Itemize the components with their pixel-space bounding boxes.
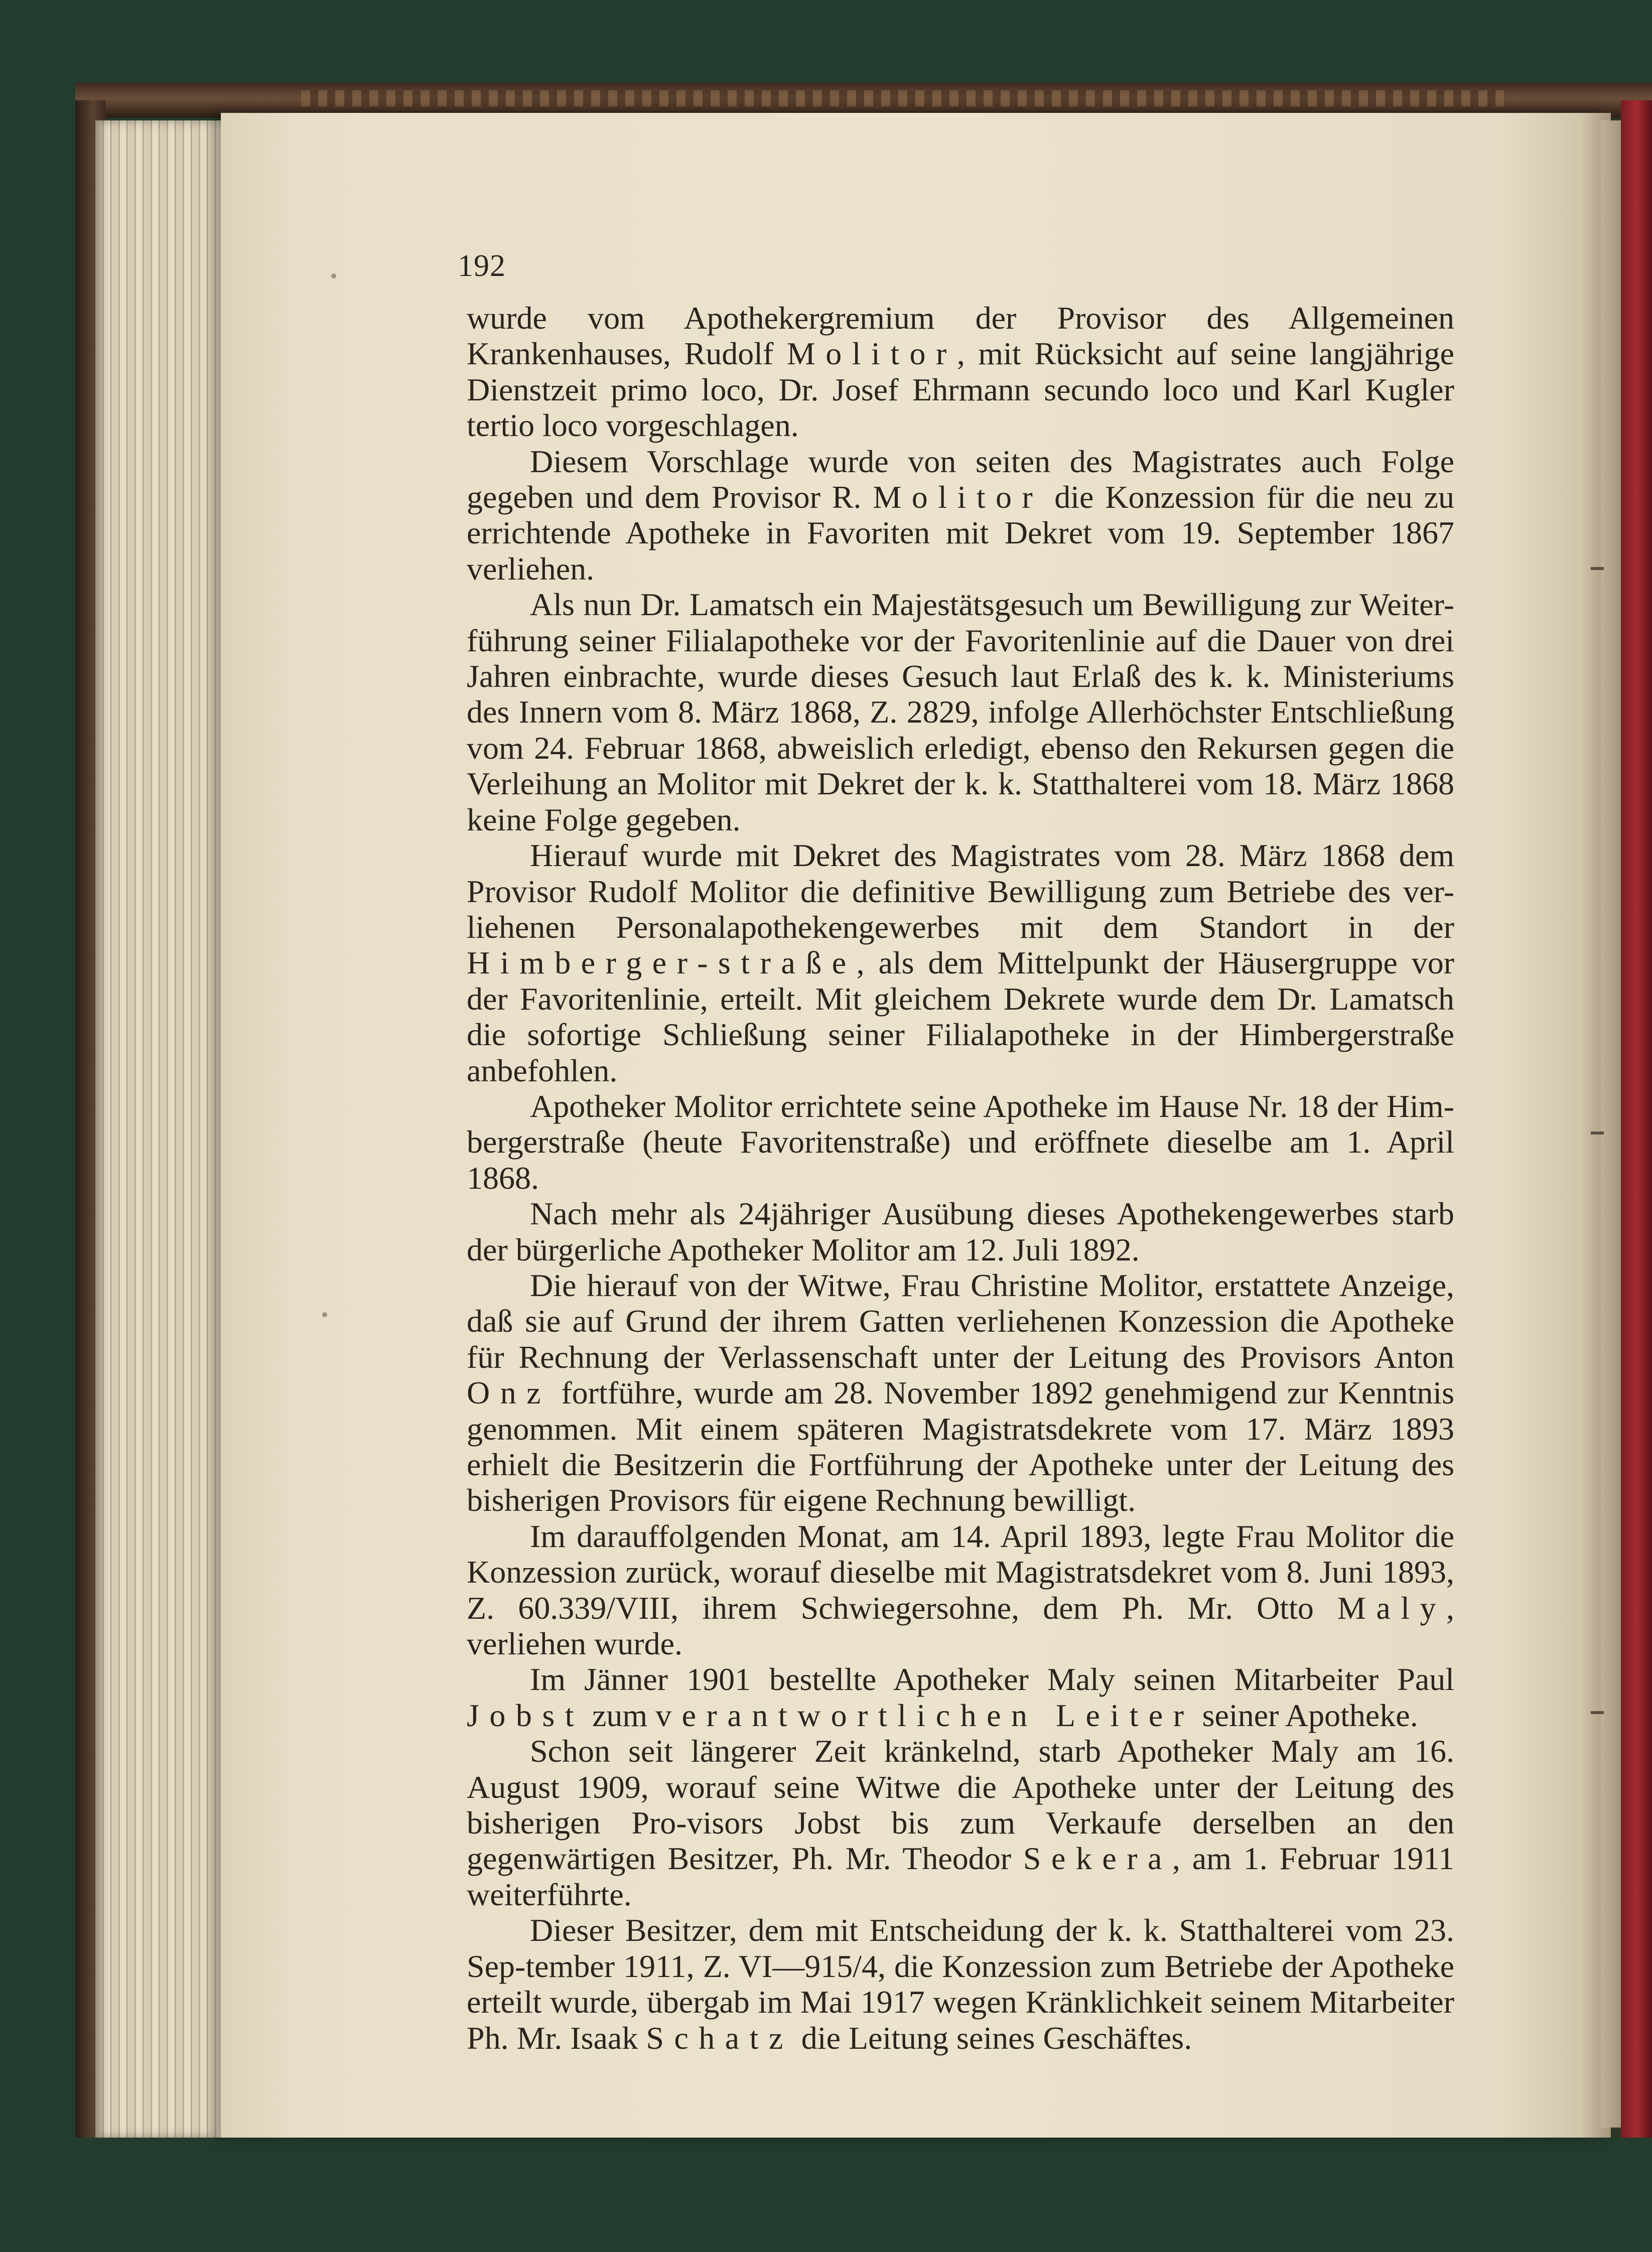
paragraph: [467, 1196, 1454, 1268]
paragraph: [467, 837, 1454, 1088]
paragraph: [467, 1733, 1454, 1912]
paper-speck: [322, 1312, 327, 1317]
spaced-name: Molitor: [873, 479, 1043, 515]
text-run: Schon seit längerer Zeit kränkelnd, starb Apotheker Maly am 16. August 1909, worauf seine Witwe die Apotheke unter der Leitung des bisherigen Pro-visors Jobst bis zum Verkaufe derselben an den gegenwärtigen Besitzer, Ph. Mr. Theodor: [467, 1733, 1454, 1877]
page-gutter: [1581, 113, 1621, 2138]
text-run: Im Jänner 1901 bestellte Apotheker Maly seinen Mitarbeiter Paul: [530, 1661, 1454, 1698]
text-run: , verliehen wurde.: [467, 1590, 1454, 1662]
paragraph: [467, 444, 1454, 587]
spaced-name: Molitor: [786, 336, 957, 372]
paragraph: [467, 1268, 1454, 1518]
spaced-name: Maly: [1337, 1590, 1446, 1626]
text-run: Hierauf wurde mit Dekret des Magistrates vom 28. März 1868 dem Provisor Rudolf Molitor die definitive Bewilligung zum Betriebe des ver-liehenen Personalapothekengewerbes mit dem Standort in der: [467, 837, 1454, 945]
spaced-name: Jobst: [467, 1697, 584, 1733]
spaced-name: Schatz: [646, 2020, 793, 2056]
text-run: zum: [584, 1697, 656, 1733]
cover-ornament: [301, 90, 1505, 106]
text-run: Die hierauf von der Witwe, Frau Christine Molitor, erstattete Anzeige, daß sie auf Grund der ihrem Gatten verliehenen Konzession die Apotheke für Rechnung der Verlassenschaft unter der Leitung des Provisors Anton: [467, 1267, 1454, 1375]
text-run: , mit Rücksicht auf seine langjährige Dienstzeit primo loco, Dr. Josef Ehrmann secundo loco und Karl Kugler tertio loco vorgeschlagen.: [467, 336, 1455, 444]
page-marker: [1591, 1132, 1604, 1135]
book-cover-right: [1621, 100, 1652, 2138]
text-run: , am 1. Februar 1911 weiterführte.: [467, 1841, 1455, 1912]
text-run: seiner Apotheke.: [1194, 1697, 1418, 1733]
text-run: Als nun Dr. Lamatsch ein Majestätsgesuch um Bewilligung zur Weiter-führung seiner Filialapotheke vor der Favoritenlinie auf die Dauer von drei Jahren einbrachte, wurde dieses Gesuch laut Erlaß des k. k. Ministeriums des Innern vom 8. März 1868, Z. 2829, infolge Allerhöchster Entschließung vom 24. Februar 1868, abweislich erledigt, ebenso den Rekursen gegen die Verleihung an Molitor mit Dekret der k. k. Statthalterei vom 18. März 1868 keine Folge gegeben.: [467, 587, 1454, 837]
paragraph: [467, 1518, 1454, 1662]
paragraph: [467, 1912, 1454, 2056]
page-marker: [1591, 567, 1604, 570]
text-run: fortführe, wurde am 28. November 1892 genehmigend zur Kenntnis genommen. Mit einem späteren Magistratsdekrete vom 17. März 1893 erhielt die Besitzerin die Fortführung der Apotheke unter der Leitung des bisherigen Provisors für eigene Rechnung bewilligt.: [467, 1375, 1454, 1518]
spaced-name: verantwortlichen Leiter: [655, 1697, 1194, 1733]
paragraph: [467, 587, 1454, 837]
paper-speck: [331, 273, 336, 278]
text-run: die Leitung seines Geschäftes.: [793, 2020, 1192, 2056]
spaced-name: Onz: [467, 1375, 552, 1411]
page-number: 192: [458, 249, 506, 283]
text-run: Dieser Besitzer, dem mit Entscheidung der k. k. Statthalterei vom 23. Sep-tember 1911, Z. VI—915/4, die Konzession zum Betriebe der Apotheke erteilt wurde, übergab im Mai 1917 wegen Kränklichkeit seinem Mitarbeiter Ph. Mr. Isaak: [467, 1912, 1454, 2056]
text-run: Diesem Vorschlage wurde von seiten des Magistrates auch Folge gegeben und dem Provisor R.: [467, 443, 1454, 515]
text-run: wurde vom Apothekergremium der Provisor des Allgemeinen Krankenhauses, Rudolf: [467, 300, 1454, 372]
body-text: [467, 300, 1454, 2056]
text-run: , als dem Mittelpunkt der Häusergruppe vor der Favoritenlinie, erteilt. Mit gleichem Dekrete wurde dem Dr. Lamatsch die sofortige Schließung seiner Filialapotheke in der Himbergerstraße anbefohlen.: [467, 945, 1454, 1088]
text-run: Apotheker Molitor errichtete seine Apotheke im Hause Nr. 18 der Him-bergerstraße (heute Favoritenstraße) und eröffnete dieselbe am 1. April 1868.: [467, 1088, 1454, 1196]
text-run: die Konzession für die neu zu errichtende Apotheke in Favoriten mit Dekret vom 19. September 1867 verliehen.: [467, 479, 1454, 587]
paragraph: [467, 1661, 1454, 1733]
spaced-name: Himberger-straße: [467, 945, 857, 981]
page-edges: [95, 120, 236, 2138]
page-marker: [1591, 1711, 1604, 1714]
text-run: Nach mehr als 24jähriger Ausübung dieses Apothekengewerbes starb der bürgerliche Apotheker Molitor am 12. Juli 1892.: [467, 1196, 1454, 1268]
paragraph: [467, 300, 1454, 444]
spaced-name: Sekera: [1023, 1841, 1172, 1877]
paragraph: [467, 1088, 1454, 1196]
text-run: Im darauffolgenden Monat, am 14. April 1893, legte Frau Molitor die Konzession zurück, worauf dieselbe mit Magistratsdekret vom 8. Juni 1893, Z. 60.339/VIII, ihrem Schwiegersohne, dem Ph. Mr. Otto: [467, 1518, 1454, 1626]
